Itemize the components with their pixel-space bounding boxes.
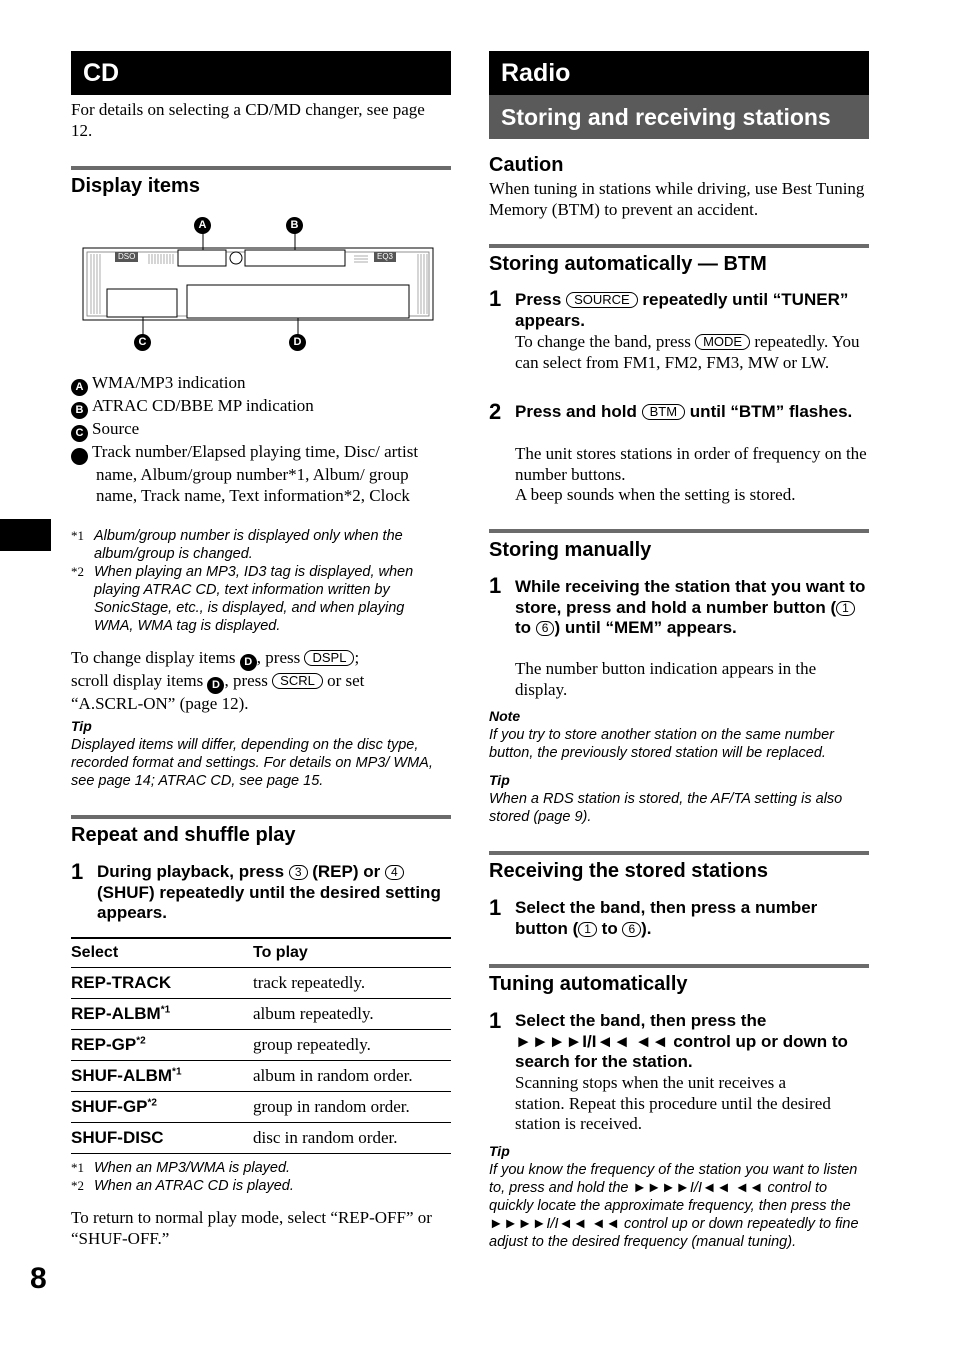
table-header-row <box>71 938 451 968</box>
lcd-dso-label: DSO <box>115 252 138 262</box>
storing-manually-heading: Storing manually <box>489 539 652 561</box>
section-rule <box>489 964 869 968</box>
step-body: Scanning stops when the unit receives a station. Repeat this procedure until the desired station is received. <box>515 1073 831 1133</box>
tip-text: When a RDS station is stored, the AF/TA setting is also stored (page 9). <box>489 791 843 825</box>
btm-key: BTM <box>642 404 685 420</box>
table-row: SHUF-DISC disc in random order. <box>71 1123 451 1154</box>
step-number: 1 <box>489 573 502 598</box>
footnote: *2 When an ATRAC CD is played. <box>71 1178 294 1194</box>
step-text: Press SOURCE repeatedly until “TUNER” appears. <box>515 290 849 330</box>
tip-label: Tip <box>489 1143 510 1159</box>
footnote: *2 When playing an MP3, ID3 tag is displayed, when playing ATRAC CD, text information written by SonicStage, etc., is displayed, and when playing WMA, WMA tag is displayed. <box>71 564 414 634</box>
tip-label: Tip <box>71 718 92 734</box>
return-text: To return to normal play mode, select “REP-OFF” or “SHUF-OFF.” <box>71 1208 432 1248</box>
mode-key: MODE <box>695 334 750 350</box>
step-text: While receiving the station that you want to store, press and hold a number button ( 1 to 6 ) until “MEM” appears. <box>515 577 866 637</box>
tip-text: If you know the frequency of the station you want to listen to, press and hold the ►►►►I/I◄◄ ◄◄ control to quickly locate the approximate frequency, then press the ►►►►I/I◄◄ ◄◄ control up or down repeatedly to fine adjust to the desired frequency (manual tuning). <box>489 1162 859 1250</box>
footnote: *1 Album/group number is displayed only when the album/group is changed. <box>71 528 403 562</box>
tip-text: Displayed items will differ, depending on the disc type, recorded format and settings. For details on MP3/ WMA, see page 14; ATRAC CD, see page 15. <box>71 737 433 789</box>
step-number: 1 <box>489 1008 502 1033</box>
cd-intro: For details on selecting a CD/MD changer, see page 12. <box>71 100 425 140</box>
callout-b: B <box>286 217 303 234</box>
legend-item: B ATRAC CD/BBE MP indication <box>71 396 451 419</box>
caution-text: When tuning in stations while driving, use Best Tuning Memory (BTM) to prevent an accident. <box>489 179 865 219</box>
step-text: Select the band, then press the ►►►►I/I◄◄ ◄◄ control up or down to search for the station. <box>515 1011 848 1071</box>
section-rule <box>71 815 451 819</box>
receiving-heading: Receiving the stored stations <box>489 860 768 882</box>
key-1: 1 <box>836 601 855 616</box>
section-rule <box>71 166 451 170</box>
step-body: The number button indication appears in the display. <box>515 659 817 699</box>
header-to-play: To play <box>253 938 451 968</box>
source-key: SOURCE <box>566 292 638 308</box>
dspl-key: DSPL <box>304 650 354 666</box>
callout-d-ref: D <box>240 654 257 671</box>
table-row: REP-TRACK track repeatedly. <box>71 968 451 999</box>
radio-title: Radio <box>489 51 869 95</box>
step-text: Press and hold BTM until “BTM” flashes. <box>515 402 853 421</box>
tuning-heading: Tuning automatically <box>489 973 688 995</box>
table-row: REP-ALBM$^{*1}$ album repeatedly. <box>71 999 451 1030</box>
key-3: 3 <box>289 865 308 880</box>
caution-heading: Caution <box>489 154 564 176</box>
step-text: During playback, press 3 (REP) or 4 (SHUF) repeatedly until the desired setting appears. <box>97 862 441 922</box>
page-number: 8 <box>30 1262 47 1295</box>
footnote: *1 When an MP3/WMA is played. <box>71 1160 291 1176</box>
key-1: 1 <box>578 922 597 937</box>
step-number: 1 <box>489 286 502 311</box>
display-diagram <box>71 212 451 357</box>
legend-item: D Track number/Elapsed playing time, Disc/ artist name, Album/group number*1, Album/ group name, Track name, Text information*2, Clock <box>63 442 419 505</box>
step-body: To change the band, press MODE repeatedly. You can select from FM1, FM2, FM3, MW or LW. <box>515 332 860 372</box>
callout-d: D <box>289 334 306 351</box>
section-rule <box>489 529 869 533</box>
section-rule <box>489 244 869 248</box>
repeat-shuffle-table <box>71 937 451 1154</box>
note-text: If you try to store another station on the same number button, the previously stored station will be replaced. <box>489 727 834 761</box>
table-row: SHUF-GP$^{*2}$ group in random order. <box>71 1092 451 1123</box>
step-number: 1 <box>71 859 84 884</box>
key-6: 6 <box>622 922 641 937</box>
key-6: 6 <box>536 621 555 636</box>
header-select: Select <box>71 938 253 968</box>
page-edge-tab <box>0 519 51 551</box>
lcd-eq3-label: EQ3 <box>374 252 396 262</box>
table-row: REP-GP$^{*2}$ group repeatedly. <box>71 1030 451 1061</box>
btm-heading: Storing automatically — BTM <box>489 253 767 275</box>
note-label: Note <box>489 708 521 724</box>
legend-item: C Source <box>71 419 451 442</box>
key-4: 4 <box>385 865 404 880</box>
display-legend <box>63 373 451 506</box>
table-row: SHUF-ALBM$^{*1}$ album in random order. <box>71 1061 451 1092</box>
legend-item: A WMA/MP3 indication <box>71 373 451 396</box>
change-display-text: To change display items D , press DSPL ; scroll display items D , press SCRL or set “A.SCRL-ON” (page 12). <box>71 648 365 713</box>
repeat-heading: Repeat and shuffle play <box>71 824 296 846</box>
step-body: The unit stores stations in order of frequency on the number buttons. A beep sounds when the setting is stored. <box>515 444 867 504</box>
callout-c: C <box>134 334 151 351</box>
display-items-heading: Display items <box>71 175 200 197</box>
cd-title: CD <box>71 51 451 95</box>
radio-subtitle: Storing and receiving stations <box>489 95 869 139</box>
section-rule <box>489 851 869 855</box>
step-number: 2 <box>489 399 502 424</box>
callout-a: A <box>194 217 211 234</box>
step-number: 1 <box>489 895 502 920</box>
tip-label: Tip <box>489 772 510 788</box>
callout-d-ref: D <box>207 677 224 694</box>
scrl-key: SCRL <box>272 673 323 689</box>
step-text: Select the band, then press a number button ( 1 to 6 ). <box>515 898 818 938</box>
